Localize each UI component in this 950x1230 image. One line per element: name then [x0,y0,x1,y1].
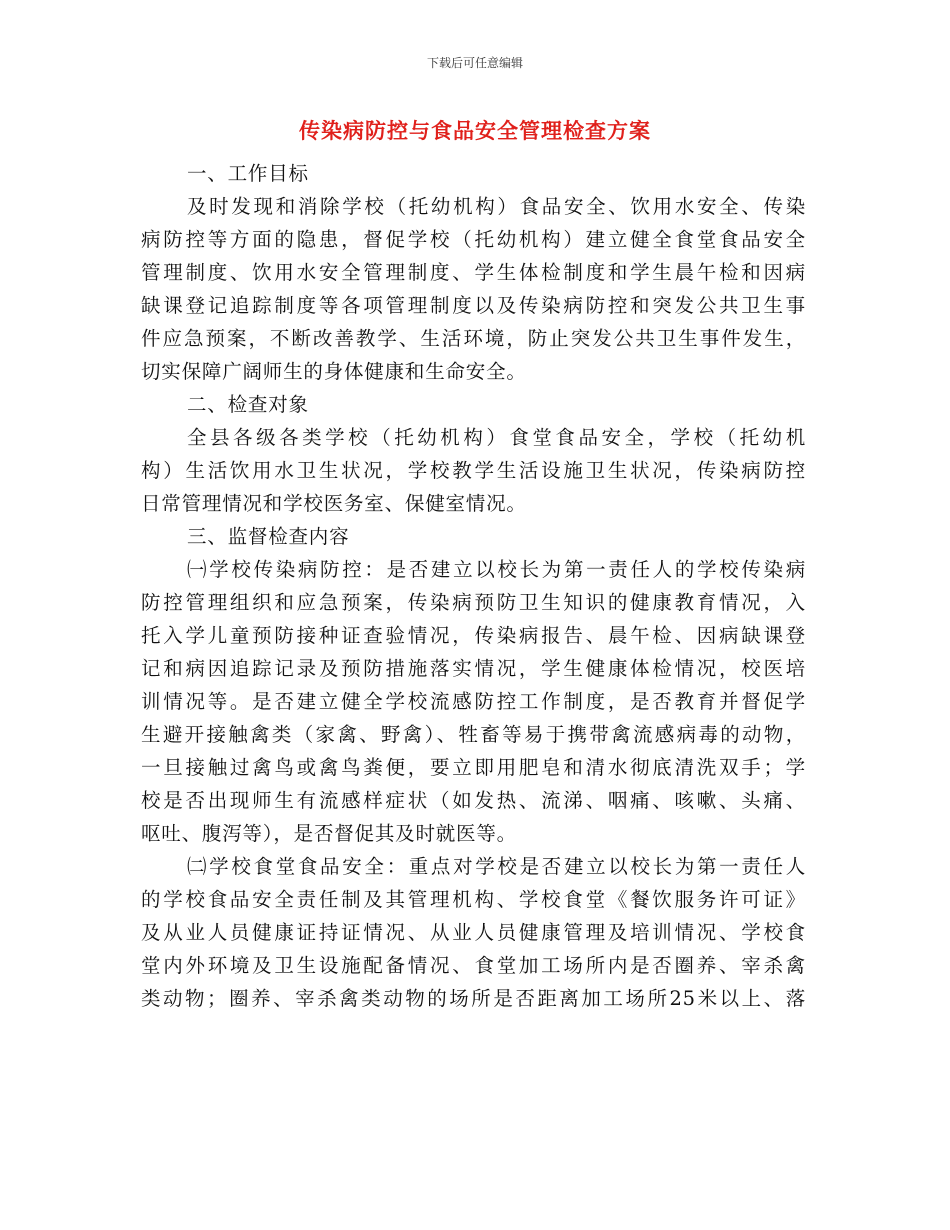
text-line: 防控管理组织和应急预案，传染病预防卫生知识的健康教育情况，入 [141,591,806,614]
text-line: 切实保障广阔师生的身体健康和生命安全。 [141,360,527,383]
document-title: 传染病防控与食品安全管理检查方案 [299,118,651,143]
text-line: 构）生活饮用水卫生状况，学校教学生活设施卫生状况，传染病防控 [141,459,806,482]
section-heading: 二、检查对象 [187,393,309,416]
text-line: 记和病因追踪记录及预防措施落实情况，学生健康体检情况，校医培 [141,657,806,680]
text-line: 类动物；圈养、宰杀禽类动物的场所是否距离加工场所25米以上、落 [141,987,806,1010]
text-line: 管理制度、饮用水安全管理制度、学生体检制度和学生晨午检和因病 [141,261,806,284]
text-line: 病防控等方面的隐患，督促学校（托幼机构）建立健全食堂食品安全 [141,228,806,251]
text-line: ㈡学校食堂食品安全：重点对学校是否建立以校长为第一责任人 [187,855,806,878]
text-line: 缺课登记追踪制度等各项管理制度以及传染病防控和突发公共卫生事 [141,294,806,317]
text-line: ㈠学校传染病防控：是否建立以校长为第一责任人的学校传染病 [187,558,806,581]
paragraph [141,553,806,850]
text-line: 堂内外环境及卫生设施配备情况、食堂加工场所内是否圈养、宰杀禽 [141,954,806,977]
text-line: 托入学儿童预防接种证查验情况，传染病报告、晨午检、因病缺课登 [141,624,806,647]
text-line: 一旦接触过禽鸟或禽鸟粪便，要立即用肥皂和清水彻底清洗双手；学 [141,756,806,779]
page-header: 下载后可任意编辑 [426,56,523,70]
text-line: 件应急预案，不断改善教学、生活环境，防止突发公共卫生事件发生， [141,327,806,350]
section-heading: 三、监督检查内容 [187,525,350,548]
text-line: 校是否出现师生有流感样症状（如发热、流涕、咽痛、咳嗽、头痛、 [141,789,806,812]
text-line: 全县各级各类学校（托幼机构）食堂食品安全，学校（托幼机 [187,426,806,449]
text-line: 生避开接触禽类（家禽、野禽）、牲畜等易于携带禽流感病毒的动物， [141,723,806,746]
text-line: 呕吐、腹泻等），是否督促其及时就医等。 [141,822,517,845]
paragraph [141,850,806,1015]
paragraph [141,190,806,388]
text-line: 及从业人员健康证持证情况、从业人员健康管理及培训情况、学校食 [141,921,806,944]
text-line: 及时发现和消除学校（托幼机构）食品安全、饮用水安全、传染 [187,195,806,218]
text-line: 训情况等。是否建立健全学校流感防控工作制度，是否教育并督促学 [141,690,806,713]
document-body [141,157,806,1015]
text-line: 的学校食品安全责任制及其管理机构、学校食堂《餐饮服务许可证》 [141,888,806,911]
text-line: 日常管理情况和学校医务室、保健室情况。 [141,492,527,515]
paragraph [141,421,806,520]
section-heading: 一、工作目标 [187,162,309,185]
